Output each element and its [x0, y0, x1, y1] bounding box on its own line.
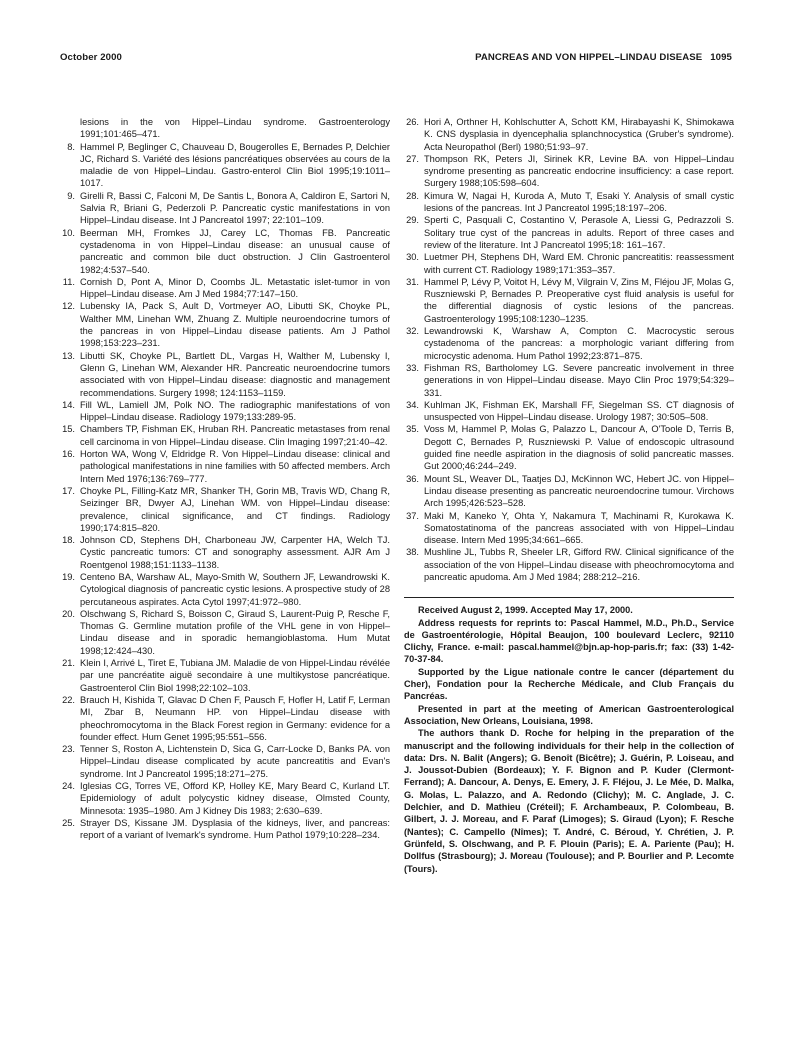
reference-number: 13. [62, 350, 75, 361]
reference-number: 24. [62, 781, 75, 792]
reference-text: Klein I, Arrivé L, Tiret E, Tubiana JM. Maladie de von Hippel-Lindau révélée par une pancréatite aiguë secondaire à une multikystose pancréatique. Gastroenterol Clin Biol 1998;22:102–103. [80, 658, 390, 693]
reference-item [60, 399, 390, 424]
reference-text: Hori A, Orthner H, Kohlschutter A, Schott KM, Hirabayashi K, Shimokawa K. CNS dysplasia in dyencephalia splanchnocystica (Gruber's syndrome). Acta Neuropathol (Berl) 1980;51:93–97. [424, 117, 734, 152]
reference-number: 30. [406, 252, 419, 263]
references-right-column [404, 116, 734, 875]
reference-text: Hammel P, Lévy P, Voitot H, Lévy M, Vilgrain V, Zins M, Fléjou JF, Molas G, Ruszniewski P, Bernades P. Preoperative cyst fluid analysis is useful for the differential diagnosis of cystic lesions of the pancreas. Gastroenterology 1995;108:1230–1235. [424, 276, 734, 324]
reference-number: 16. [62, 449, 75, 460]
reference-item [404, 153, 734, 190]
reference-item [60, 141, 390, 190]
reference-number: 14. [62, 399, 75, 410]
reference-item [60, 571, 390, 608]
support-note: Supported by the Ligue nationale contre le cancer (département du Cher), Fondation pour la Recherche Médicale, and Club Français du Pancréas. [404, 666, 734, 702]
reference-number: 15. [62, 424, 75, 435]
reference-text: Thompson RK, Peters JI, Sirinek KR, Levine BA. von Hippel–Lindau syndrome presenting as pancreatic endocrine insufficiency: a case report. Surgery 1988;105:598–604. [424, 153, 734, 189]
reference-text: Fill WL, Lamiell JM, Polk NO. The radiographic manifestations of von Hippel–Lindau disease. Radiology 1979;133:289-95. [80, 399, 390, 423]
acknowledgements-note: The authors thank D. Roche for helping in the preparation of the manuscript and the following individuals for their help in the collection of data: Drs. N. Balit (Angers); G. Benoît (Bicêtre); J. Guérin, P. Loiseau, and J. Joussot-Dubien (Bordeaux); Y. F. Bignon and P. Kuder (Clermont-Ferrand); A. Dancour, A. Denys, E. Emery, J. F. Fléjou, J. Le Mée, D. Malka, G. Molas, L. Palazzo, and A. Redondo (Clichy); M. C. Anglade, J. C. Delchier, and D. Mathieu (Créteil); F. Archambeaux, P. Colombeau, B. Gilbert, J. J. Moreau, and F. Paraf (Limoges); S. Giraud (Lyon); F. Resche (Nantes); C. Campello (Nîmes); T. André, C. Béroud, Y. Chrétien, J. P. Grünfeld, S. Olschwang, and P. F. Plouin (Paris); E. A. Pariente (Pau); H. Dollfus (Strasbourg); J. Moreau (Toulouse); and P. Bourlier and P. Lecomte (Tours). [404, 728, 734, 874]
reference-number: 8. [67, 141, 75, 152]
reference-item [60, 423, 390, 448]
reference-text: Hammel P, Beglinger C, Chauveau D, Bougerolles E, Bernades P, Delchier JC, Richard S. Variété des lésions pancréatiques observées au cours de la maladie de von Hippel–Lindau. Gastro-enterol Clin Biol 1995;19:1011–1017. [80, 141, 390, 189]
reference-item [60, 116, 390, 141]
reference-item [60, 485, 390, 534]
reference-number: 23. [62, 744, 75, 755]
reference-text: Beerman MH, Fromkes JJ, Carey LC, Thomas FB. Pancreatic cystadenoma in von Hippel–Lindau disease: an unusual cause of pancreatic and common bile duct obstruction. J Clin Gastroenterol 1982;4:537–540. [80, 227, 390, 275]
reference-number: 32. [406, 326, 419, 337]
notes-divider [404, 597, 734, 598]
page-number: 1095 [710, 52, 732, 63]
reference-item [60, 743, 390, 780]
references-right-list [404, 116, 734, 583]
reference-text: Chambers TP, Fishman EK, Hruban RH. Pancreatic metastases from renal cell carcinoma in von Hippel–Lindau disease. Clin Imaging 1997;21:40–42. [80, 424, 390, 447]
reference-number: 12. [62, 301, 75, 312]
reference-item [404, 116, 734, 153]
reference-text: Iglesias CG, Torres VE, Offord KP, Holley KE, Mary Beard C, Kurland LT. Epidemiology of adult polycystic kidney disease, Olmsted County, Minnesota: 1935–1980. Am J Kidney Dis 1983; 2:630–639. [80, 781, 390, 816]
reference-number: 11. [62, 276, 75, 287]
reference-text: Sperti C, Pasquali C, Costantino V, Perasole A, Liessi G, Pedrazzoli S. Solitary true cyst of the pancreas in adults. Report of three cases and review of the literature. Int J Pancreatol 1995;18: 161–167. [424, 215, 734, 250]
reference-number: 29. [406, 215, 419, 226]
reference-item [404, 251, 734, 276]
reference-number: 20. [62, 608, 75, 619]
reference-item [404, 399, 734, 424]
reference-number: 37. [406, 510, 419, 521]
reference-text: Mount SL, Weaver DL, Taatjes DJ, McKinnon WC, Hebert JC. von Hippel–Lindau disease presenting as pancreatic neuroendocrine tumour. Virchows Arch 1995;426:523–528. [424, 473, 734, 509]
reference-text: Kuhlman JK, Fishman EK, Marshall FF, Siegelman SS. CT diagnosis of unsuspected von Hippel–Lindau disease. Urology 1987; 30:505–508. [424, 399, 734, 423]
reference-number: 36. [406, 473, 419, 484]
reference-text: Johnson CD, Stephens DH, Charboneau JW, Carpenter HA, Welch TJ. Cystic pancreatic tumors: CT and sonography assessment. AJR Am J Roentgenol 1988;151:1133–1138. [80, 535, 390, 570]
reference-text: Olschwang S, Richard S, Boisson C, Giraud S, Laurent-Puig P, Resche F, Thomas G. Germline mutation profile of the VHL gene in von Hippel–Lindau disease and in sporadic hemangioblastoma. Hum Mutat 1998;12:424–430. [80, 608, 390, 656]
reference-item [60, 300, 390, 349]
reference-text: Choyke PL, Filling-Katz MR, Shanker TH, Gorin MB, Travis WD, Chang R, Seizinger BR, Dwyer AJ, Linehan WM. von Hippel–Lindau disease: prevalence, clinical significance, and CT findings. Radiology 1990;174:815–820. [80, 485, 390, 533]
reference-text: lesions in the von Hippel–Lindau syndrome. Gastroenterology 1991;101:465–471. [80, 117, 390, 140]
reference-item [60, 608, 390, 657]
received-note: Received August 2, 1999. Accepted May 17, 2000. [418, 605, 633, 616]
reference-number: 25. [62, 817, 75, 828]
reference-item [60, 694, 390, 743]
reference-text: Fishman RS, Bartholomey LG. Severe pancreatic involvement in three generations in von Hippel–Lindau disease. Mayo Clin Proc 1979;54:329–331. [424, 362, 734, 398]
header-right [475, 52, 732, 63]
reference-item [404, 190, 734, 215]
reference-item [404, 214, 734, 251]
reference-item [60, 227, 390, 276]
reference-text: Centeno BA, Warshaw AL, Mayo-Smith W, Southern JF, Lewandrowski K. Cytological diagnosis of pancreatic cystic lesions. A prospective study of 28 percutaneous aspirates. Acta Cytol 1997;41:972–980. [80, 571, 390, 607]
reference-item [404, 546, 734, 583]
reference-item [60, 817, 390, 842]
reference-item [404, 473, 734, 510]
reference-number: 19. [62, 571, 75, 582]
reference-item [60, 350, 390, 399]
reference-text: Libutti SK, Choyke PL, Bartlett DL, Vargas H, Walther M, Lubensky I, Glenn G, Linehan WM, Alexander HR. Pancreatic neuroendocrine tumors associated with von Hippel–Lindau disease: diagnostic and management recommendations. Surgery 1998; 124:1153–1159. [80, 350, 390, 398]
reference-item [404, 423, 734, 472]
reference-number: 10. [62, 227, 75, 238]
reference-number: 18. [62, 535, 75, 546]
reference-number: 34. [406, 399, 419, 410]
reference-text: Mushline JL, Tubbs R, Sheeler LR, Gifford RW. Clinical significance of the association of the von Hippel–Lindau disease with pheochromocytoma and pancreatic apudoma. Am J Med 1984; 288:212–216. [424, 547, 734, 582]
reference-item [60, 534, 390, 571]
reference-text: Kimura W, Nagai H, Kuroda A, Muto T, Esaki Y. Analysis of small cystic lesions of the pancreas. Int J Pancreatol 1995;18:197–206. [424, 190, 734, 214]
reference-item [60, 780, 390, 817]
reference-text: Lubensky IA, Pack S, Ault D, Vortmeyer AO, Libutti SK, Choyke PL, Walther MM, Linehan WM, Zhuang Z. Multiple neuroendocrine tumors of the pancreas in von Hippel–Lindau disease patients. Am J Pathol 1998;153:223–231. [80, 301, 390, 349]
reference-item [404, 510, 734, 547]
presentation-note: Presented in part at the meeting of American Gastroenterological Association, New Orleans, Louisiana, 1998. [404, 703, 734, 726]
reference-item [60, 276, 390, 301]
reference-item [60, 448, 390, 485]
reference-text: Luetmer PH, Stephens DH, Ward EM. Chronic pancreatitis: reassessment with current CT. Radiology 1989;171:353–357. [424, 252, 734, 275]
reference-number: 38. [406, 547, 419, 558]
reference-number: 17. [62, 485, 75, 496]
reference-number: 33. [406, 362, 419, 373]
reference-text: Girelli R, Bassi C, Falconi M, De Santis L, Bonora A, Caldiron E, Sartori N, Salvia R, Briani G, Pederzoli P. Pancreatic cystic manifestations in von Hippel–Lindau disease. Int J Pancreatol 1997; 22:101–109. [80, 190, 390, 226]
references-left-column [60, 116, 390, 842]
reference-text: Horton WA, Wong V, Eldridge R. Von Hippel–Lindau disease: clinical and pathological manifestations in nine families with 50 affected members. Arch Intern Med 1976;136:769–777. [80, 449, 390, 484]
reference-number: 35. [406, 424, 419, 435]
reference-text: Lewandrowski K, Warshaw A, Compton C. Macrocystic serous cystadenoma of the pancreas: a morphologic variant differing from microcystic adenoma. Hum Pathol 1992;23:871–875. [424, 326, 734, 361]
reference-number: 21. [62, 658, 75, 669]
header-title: PANCREAS AND VON HIPPEL–LINDAU DISEASE [475, 52, 703, 63]
reference-number: 26. [406, 117, 419, 127]
reference-item [404, 276, 734, 325]
reference-number: 9. [67, 190, 75, 201]
reference-number: 31. [406, 276, 419, 287]
reference-number: 28. [406, 190, 419, 201]
reference-item [404, 362, 734, 399]
header-date: October 2000 [60, 52, 122, 63]
reference-text: Brauch H, Kishida T, Glavac D Chen F, Pausch F, Hofler H, Latif F, Lerman MI, Zbar B, Neumann HP. von Hippel–Lindau disease with pheochromocytoma in the Black Forest region in Germany: evidence for a founder effect. Hum Genet 1995;95:551–556. [80, 694, 390, 742]
reference-text: Voss M, Hammel P, Molas G, Palazzo L, Dancour A, O'Toole D, Terris B, Degott C, Bernades P, Ruszniewski P. Value of endoscopic ultrasound guided fine needle aspiration in the diagnosis of solid pancreatic masses. Gut 2000;46:244–249. [424, 424, 734, 472]
reference-text: Cornish D, Pont A, Minor D, Coombs JL. Metastatic islet-tumor in von Hippel–Lindau disease. Am J Med 1984;77:147–150. [80, 276, 390, 300]
reference-text: Tenner S, Roston A, Lichtenstein D, Sica G, Carr-Locke D, Banks PA. von Hippel–Lindau disease complicated by acute pancreatitis and Evan's syndrome. Int J Pancreatol 1995;18:271–275. [80, 744, 390, 779]
reference-text: Strayer DS, Kissane JM. Dysplasia of the kidneys, liver, and pancreas: report of a variant of Ivemark's syndrome. Hum Pathol 1979;10:228–234. [80, 817, 390, 841]
article-notes [404, 604, 734, 875]
reference-item [60, 190, 390, 227]
reference-text: Maki M, Kaneko Y, Ohta Y, Nakamura T, Machinami R, Kurokawa K. Somatostatinoma of the pancreas associated with von Hippel–Lindau disease. Intern Med 1995;34:661–665. [424, 510, 734, 546]
reference-item [60, 657, 390, 694]
reference-number: 22. [62, 694, 75, 705]
reprint-address-note: Address requests for reprints to: Pascal Hammel, M.D., Ph.D., Service de Gastroentérologie, Hôpital Beaujon, 100 boulevard Leclerc, 92110 Clichy, France. e-mail: pascal.hammel@bjn.ap-hop-paris.fr; fax: (33) 1-42-70-37-84. [404, 617, 734, 665]
reference-item [404, 325, 734, 362]
reference-number: 27. [406, 153, 419, 164]
